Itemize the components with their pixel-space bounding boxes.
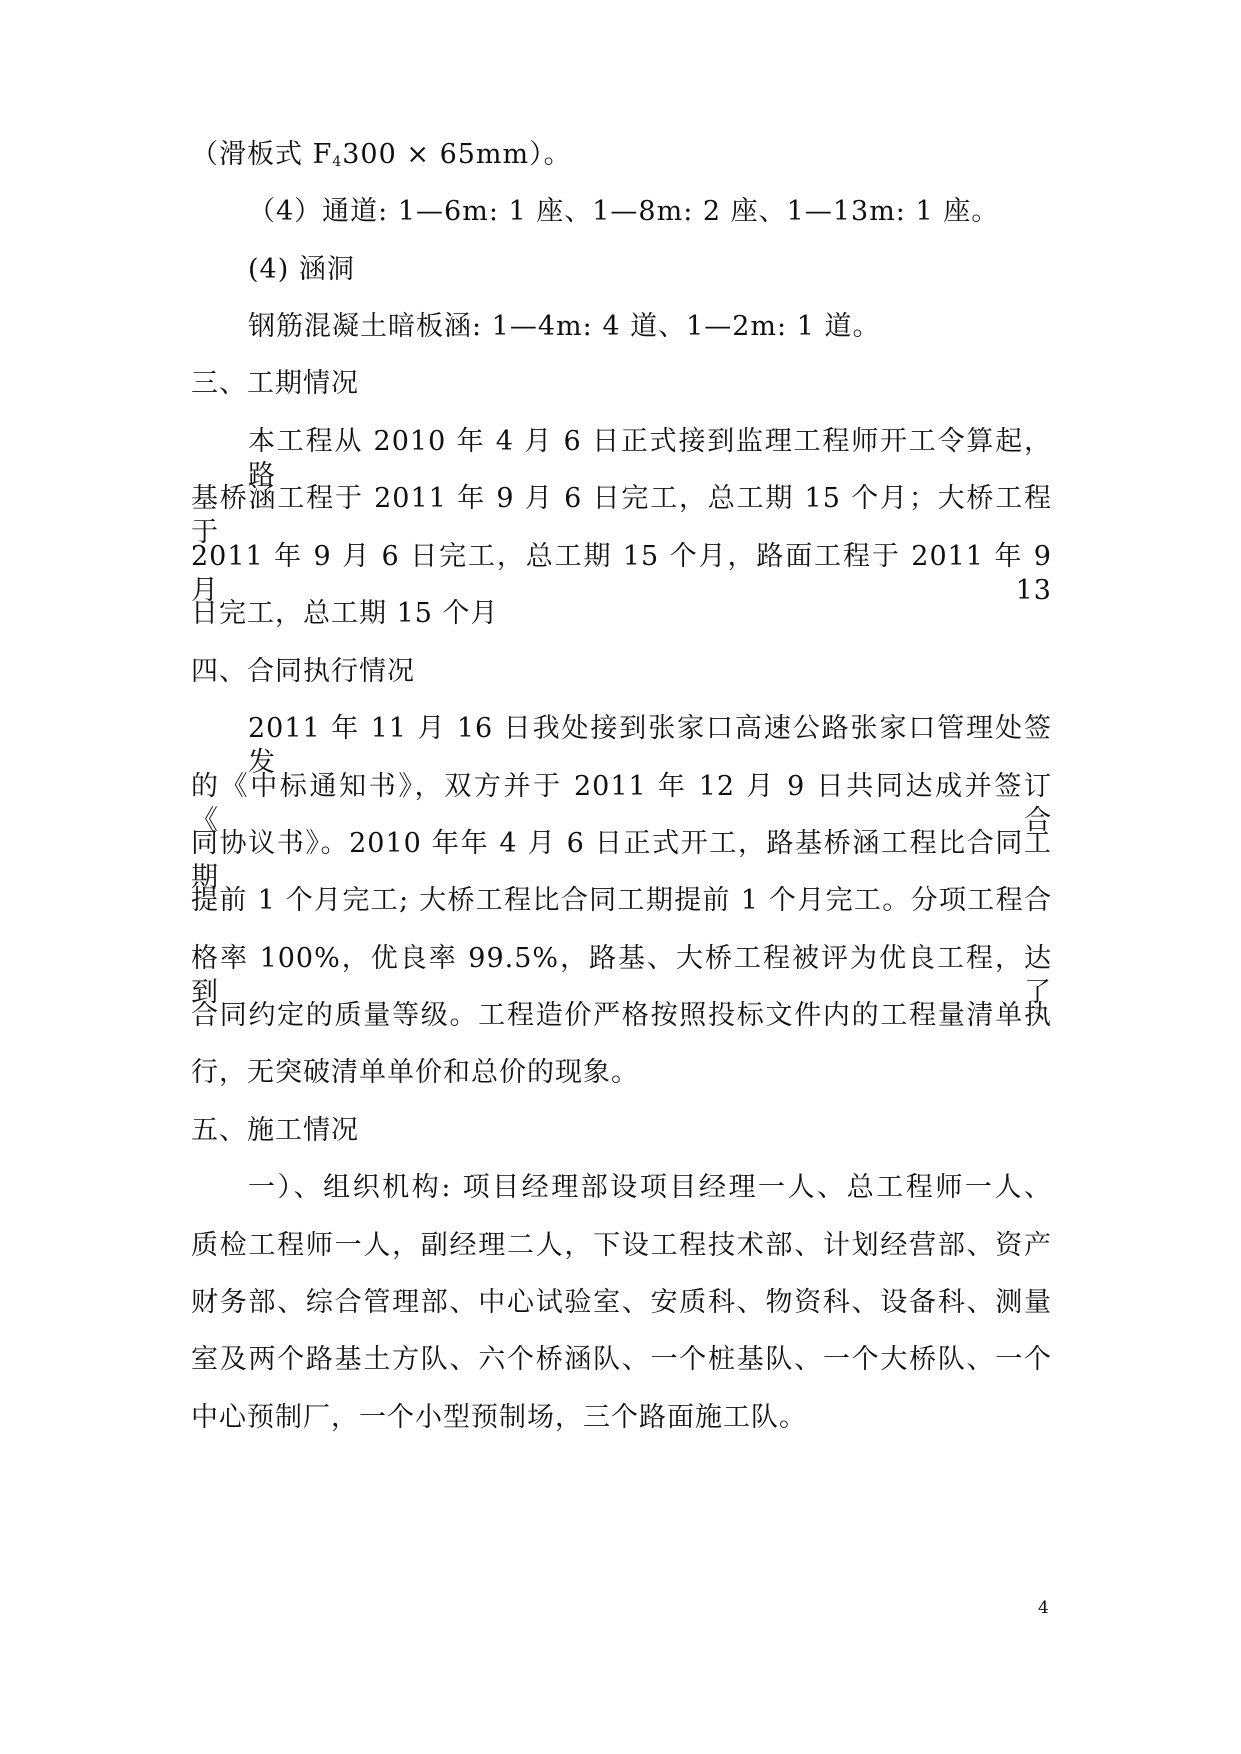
text-line: 日完工，总工期 15 个月: [191, 598, 499, 629]
subscript-text: 4: [332, 154, 343, 170]
text-line: 中心预制厂，一个小型预制场，三个路面施工队。: [191, 1402, 807, 1433]
text-fragment: （滑板式 F: [191, 139, 333, 170]
text-line: [191, 138, 572, 179]
text-line: 一）、组织机构: 项目经理部设项目经理一人、总工程师一人、: [248, 1172, 1052, 1203]
text-line: 质检工程师一人，副经理二人，下设工程技术部、计划经营部、资产: [191, 1230, 1052, 1261]
text-line: 同协议书》。2010 年年 4 月 6 日正式开工，路基桥涵工程比合同工期: [191, 828, 1052, 893]
section-subheading: (4) 涵洞: [248, 254, 355, 285]
text-line: 基桥涵工程于 2011 年 9 月 6 日完工，总工期 15 个月；大桥工程于: [191, 483, 1052, 548]
section-heading: 四、合同执行情况: [191, 656, 415, 687]
text-line: （4）通道: 1—6m: 1 座、1—8m: 2 座、1—13m: 1 座。: [248, 196, 1000, 227]
text-line: 提前 1 个月完工; 大桥工程比合同工期提前 1 个月完工。分项工程合: [191, 885, 1052, 916]
text-line: 室及两个路基土方队、六个桥涵队、一个桩基队、一个大桥队、一个: [191, 1344, 1052, 1375]
text-line: 行，无突破清单单价和总价的现象。: [191, 1057, 639, 1088]
text-line: 格率 100%，优良率 99.5%，路基、大桥工程被评为优良工程，达到了: [191, 943, 1052, 1008]
text-line: 2011 年 11 月 16 日我处接到张家口高速公路张家口管理处签发: [248, 713, 1052, 778]
section-heading: 三、工期情况: [191, 368, 359, 399]
text-line: 2011 年 9 月 6 日完工，总工期 15 个月，路面工程于 2011 年 9 月 13: [191, 541, 1052, 606]
text-line: 财务部、综合管理部、中心试验室、安质科、物资科、设备科、测量: [191, 1287, 1052, 1318]
page-number: 4: [1038, 1598, 1049, 1618]
text-line: 合同约定的质量等级。工程造价严格按照投标文件内的工程量清单执: [191, 1000, 1052, 1031]
section-heading: 五、施工情况: [191, 1115, 359, 1146]
text-line: 的《中标通知书》，双方并于 2011 年 12 月 9 日共同达成并签订《合: [191, 771, 1052, 836]
text-line: 钢筋混凝土暗板涵: 1—4m: 4 道、1—2m: 1 道。: [248, 311, 881, 342]
text-fragment: 300 × 65mm）。: [342, 139, 572, 170]
text-line: 本工程从 2010 年 4 月 6 日正式接到监理工程师开工令算起，路: [248, 426, 1052, 491]
